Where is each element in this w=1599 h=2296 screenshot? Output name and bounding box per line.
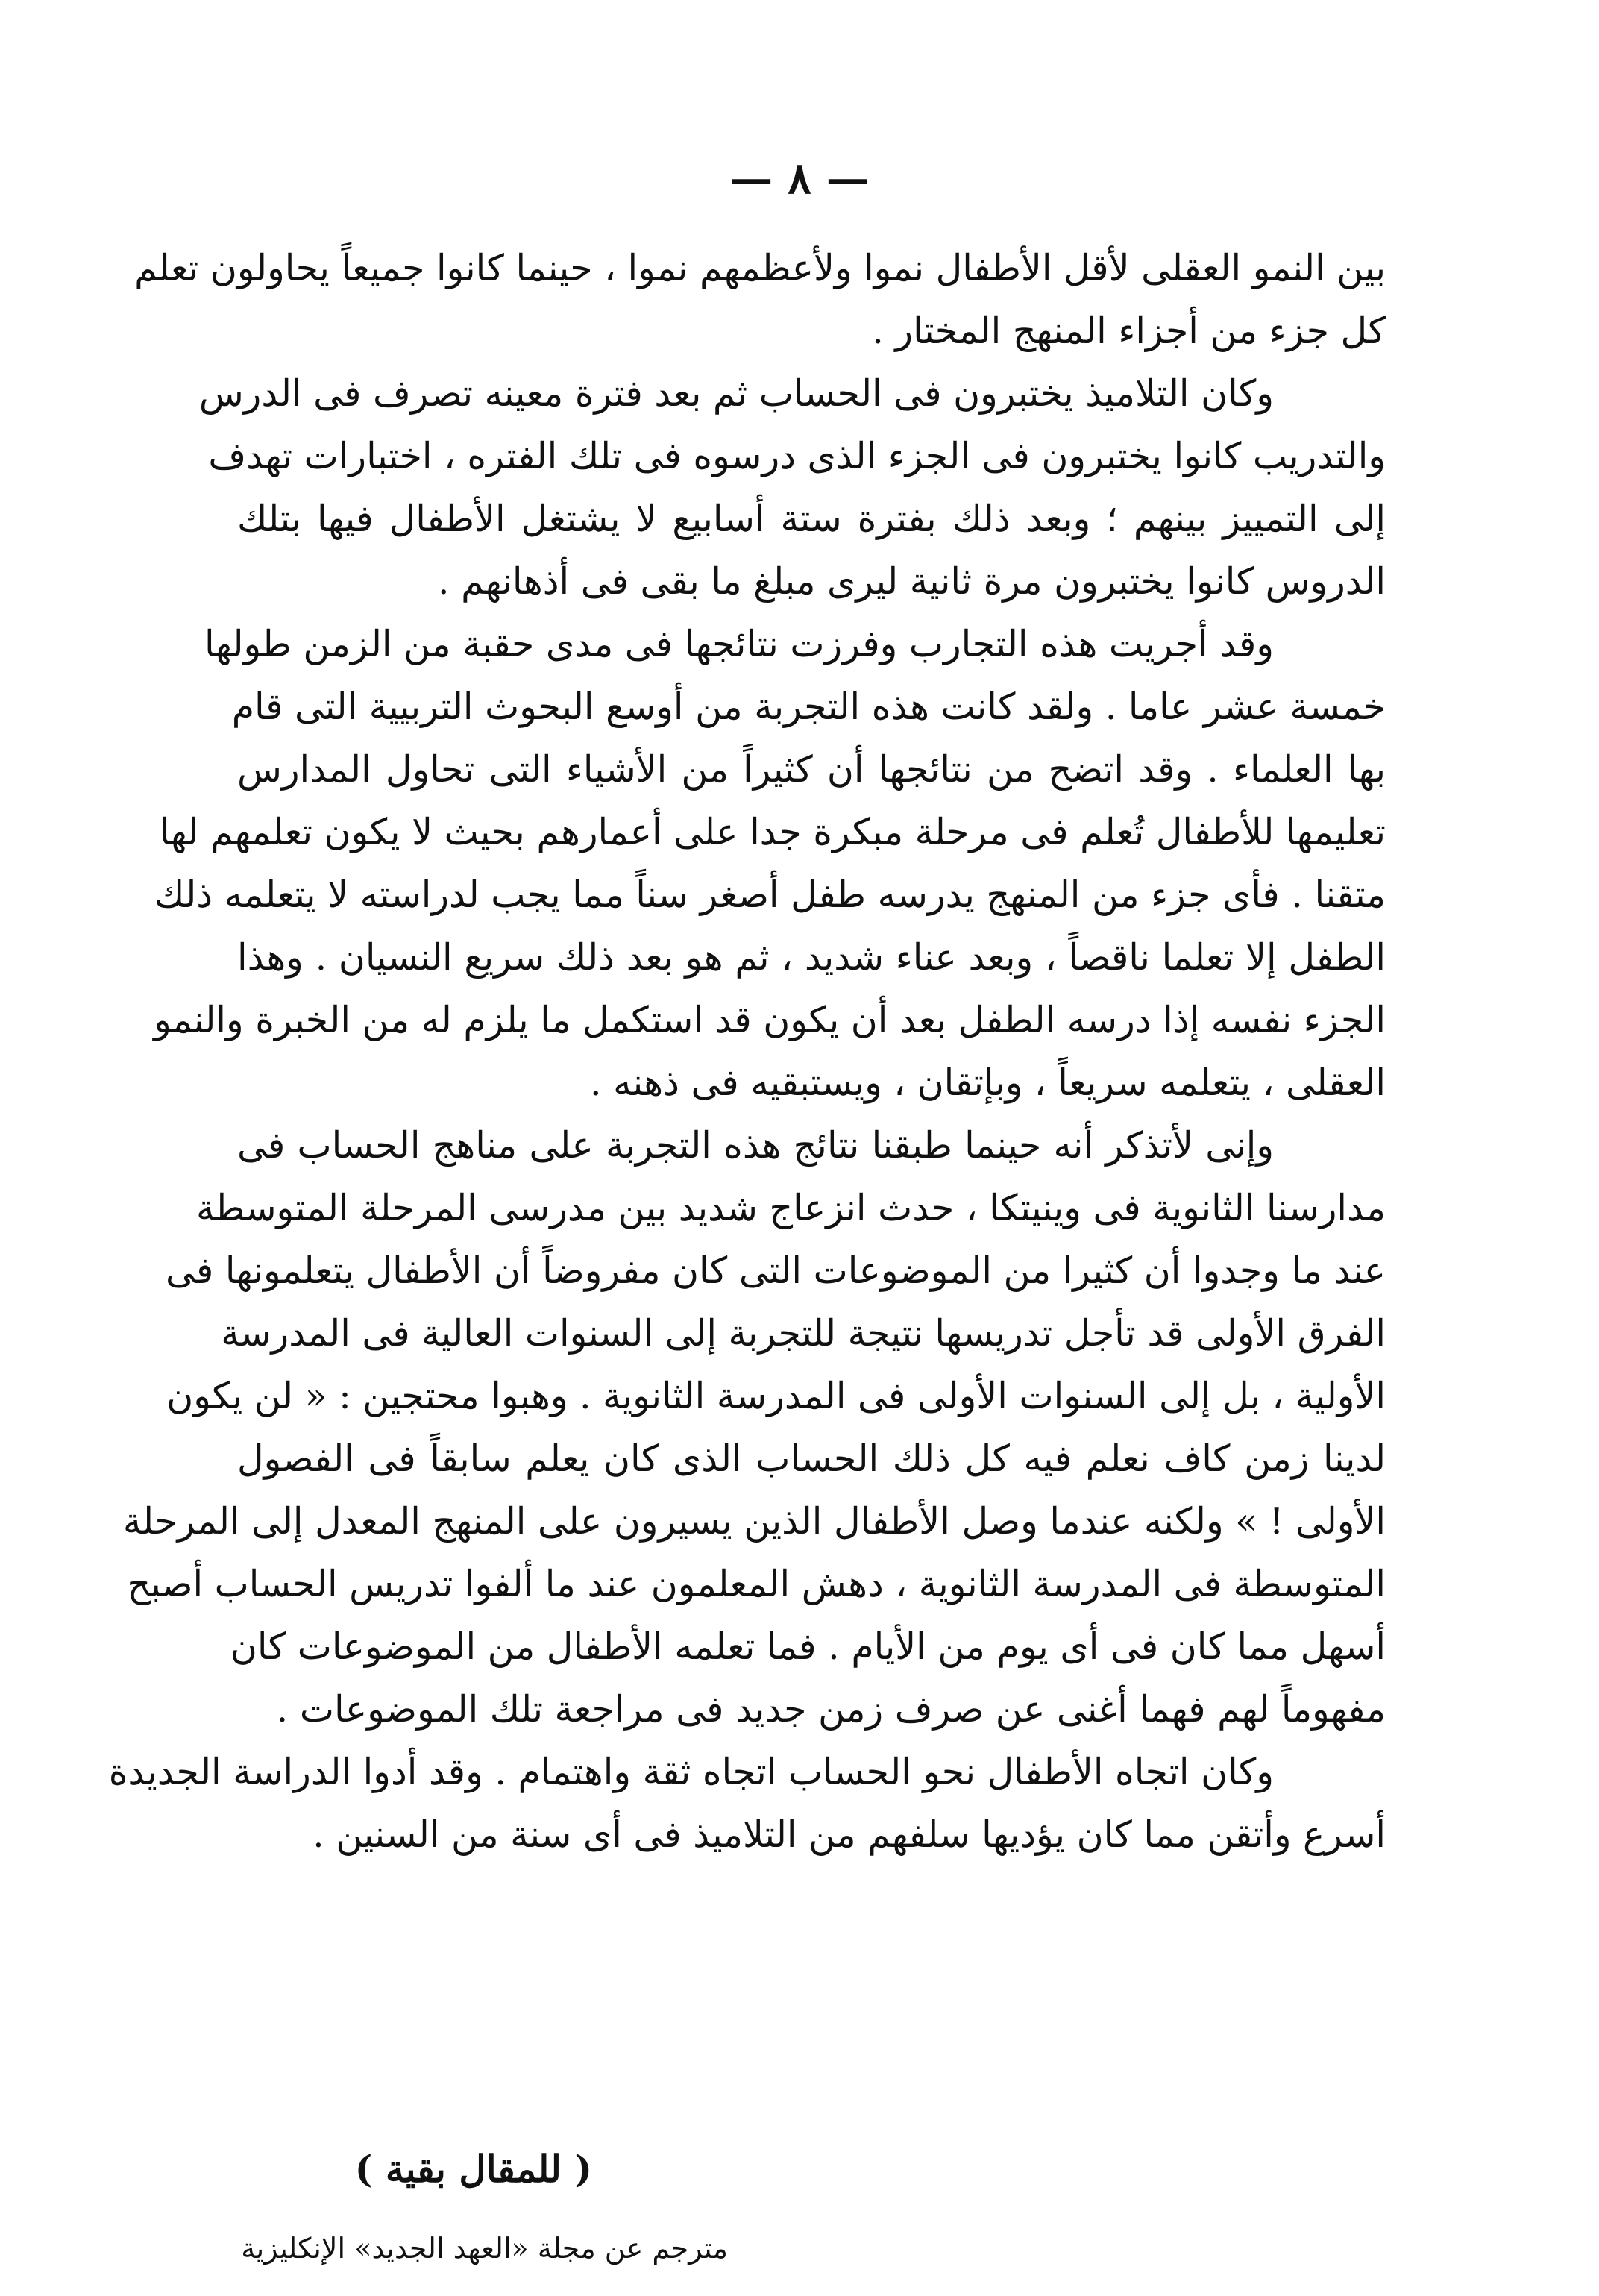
text-line: لدينا زمن كاف نعلم فيه كل ذلك الحساب الذى كان يعلم سابقاً فى الفصول [237, 1437, 1386, 1480]
text-line: وإنى لأتذكر أنه حينما طبقنا نتائج هذه التجربة على مناهج الحساب فى [237, 1124, 1274, 1167]
text-line: خمسة عشر عاما . ولقد كانت هذه التجربة من أوسع البحوث التربيية التى قام [231, 686, 1386, 728]
text-line: بها العلماء . وقد اتضح من نتائجها أن كثيراً من الأشياء التى تحاول المدارس [237, 748, 1386, 791]
text-line: مفهوماً لهم فهما أغنى عن صرف زمن جديد فى مراجعة تلك الموضوعات . [276, 1688, 1386, 1731]
text-line: المتوسطة فى المدرسة الثانوية ، دهش المعلمون عند ما ألفوا تدريس الحساب أصبح [127, 1563, 1386, 1605]
text-line: تعليمها للأطفال تُعلم فى مرحلة مبكرة جدا على أعمارهم بحيث لا يكون تعلمهم لها [159, 811, 1386, 853]
text-line: متقنا . فأى جزء من المنهج يدرسه طفل أصغر سناً مما يجب لدراسته لا يتعلمه ذلك [154, 873, 1386, 916]
text-line: بين النمو العقلى لأقل الأطفال نموا ولأعظمهم نموا ، حينما كانوا جميعاً يحاولون تعلم [134, 247, 1386, 289]
paragraph [122, 1114, 1386, 1741]
text-line: إلى التمييز بينهم ؛ وبعد ذلك بفترة ستة أسابيع لا يشتغل الأطفال فيها بتلك [237, 498, 1386, 540]
text-line: الفرق الأولى قد تأجل تدريسها نتيجة للتجربة إلى السنوات العالية فى المدرسة [221, 1312, 1386, 1355]
text-line: الأولى ! » ولكنه عندما وصل الأطفال الذين يسيرون على المنهج المعدل إلى المرحلة [122, 1500, 1386, 1543]
text-line: وقد أجريت هذه التجارب وفرزت نتائجها فى مدى حقبة من الزمن طولها [204, 623, 1274, 665]
page-number: — ٨ — [729, 153, 870, 204]
paragraph [134, 237, 1386, 363]
paragraph [198, 363, 1386, 613]
text-line: كل جزء من أجزاء المنهج المختار . [872, 310, 1386, 352]
text-line: وكان التلاميذ يختبرون فى الحساب ثم بعد فترة معينه تصرف فى الدرس [198, 372, 1274, 415]
article-body [108, 237, 1386, 1866]
paragraph [108, 1741, 1386, 1866]
text-line: عند ما وجدوا أن كثيرا من الموضوعات التى كان مفروضاً أن الأطفال يتعلمونها فى [166, 1249, 1386, 1292]
paragraph [154, 613, 1386, 1114]
source-note: مترجم عن مجلة «العهد الجديد» الإنكليزية [241, 2232, 728, 2265]
text-line: والتدريب كانوا يختبرون فى الجزء الذى درسوه فى تلك الفتره ، اختبارات تهدف [208, 435, 1386, 477]
text-line: الدروس كانوا يختبرون مرة ثانية ليرى مبلغ ما بقى فى أذهانهم . [437, 560, 1386, 603]
continued-note: ( للمقال بقية ) [354, 2147, 592, 2191]
text-line: مدارسنا الثانوية فى وينيتكا ، حدث انزعاج شديد بين مدرسى المرحلة المتوسطة [196, 1187, 1386, 1229]
text-line: وكان اتجاه الأطفال نحو الحساب اتجاه ثقة واهتمام . وقد أدوا الدراسة الجديدة [108, 1751, 1274, 1793]
text-line: الأولية ، بل إلى السنوات الأولى فى المدرسة الثانوية . وهبوا محتجين : « لن يكون [166, 1375, 1386, 1417]
text-line: الجزء نفسه إذا درسه الطفل بعد أن يكون قد استكمل ما يلزم له من الخبرة والنمو [154, 999, 1386, 1041]
text-line: أسهل مما كان فى أى يوم من الأيام . فما تعلمه الأطفال من الموضوعات كان [230, 1625, 1386, 1668]
text-line: العقلى ، يتعلمه سريعاً ، وبإتقان ، ويستبقيه فى ذهنه . [590, 1061, 1386, 1104]
text-line: الطفل إلا تعلما ناقصاً ، وبعد عناء شديد ، ثم هو بعد ذلك سريع النسيان . وهذا [237, 936, 1386, 979]
text-line: أسرع وأتقن مما كان يؤديها سلفهم من التلاميذ فى أى سنة من السنين . [312, 1813, 1386, 1856]
